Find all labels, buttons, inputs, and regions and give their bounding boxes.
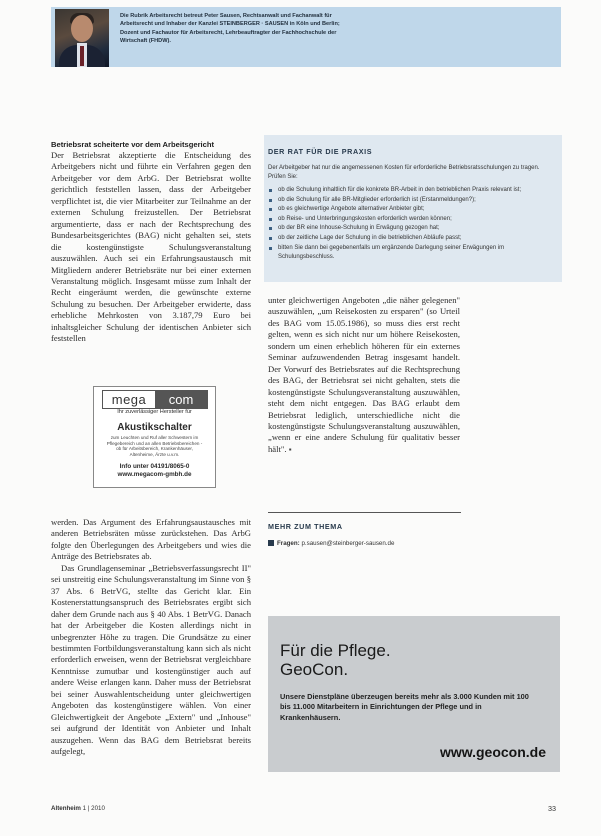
contact-row [268, 540, 394, 547]
list-item: ob es gleichwertige Angebote alternativer Anbieter gibt; [268, 205, 558, 215]
list-item: bitten Sie dann bei gegebenenfalls um ergänzende Darlegung seiner Erwägungen im Schulungsbeschluss. [268, 244, 558, 263]
arrow-icon [268, 540, 274, 546]
left-column-top [51, 139, 251, 345]
ad-description: zum Leuchten und Ruf aller Schwestern im Pflegebereich und an allen Betriebsbereichen - ob für Arbeitsbereich, Krankenhäuser, Altenheime, Ärzte u.v.m. [106, 435, 203, 457]
megacom-logo [102, 390, 208, 409]
contact-email-link[interactable]: p.sausen@steinberger-sausen.de [301, 540, 395, 547]
bullet-icon [269, 237, 272, 240]
body-paragraph: Das Grundlagenseminar „Betriebsverfassungsrecht II" sei unstreitig eine Schulungsveranstaltung im Sinne von § 37 Abs. 6 BetrVG, stellte das Gericht klar. Ein Kostenerstattungsanspruch des Betriebsrates ergibt sich daher dem Grunde nach aus § 40 Abs. 1 BetrVG. Danach hat der Arbeitgeber die Kosten allerdings nicht in unbegrenzter Höhe zu tragen. Die Grundsätze zu einer bestimmten Fortbildungsveranstaltung kann sich als nicht erforderlich erweisen, wenn der Betriebsrat vergleichbare Kenntnisse zumutbar und kostengünstiger auch auf andere Weise erlangen kann. Daher muss der Betriebsrat bei seiner Auswahlentscheidung unter gleichwertigen Angeboten das kostengünstigere wählen. Von einer Gleichwertigkeit der Angebote „Extern" und „Inhouse" sei aufgrund der Identität von Anbieter und Inhalt auszugehen. Wenn das BAG dem Betriebsrat bereits aufgelegt, [51, 562, 251, 757]
list-item: ob Reise- und Unterbringungskosten erforderlich werden können; [268, 215, 558, 225]
contact-label: Fragen: [277, 540, 300, 547]
practice-tip-title: DER RAT FÜR DIE PRAXIS [268, 147, 373, 156]
geocon-ad[interactable] [268, 616, 560, 772]
ad-phone: Info unter 04191/8065-0 [119, 463, 190, 470]
divider [268, 512, 461, 513]
list-item: ob die Schulung für alle BR-Mitglieder erforderlich ist (Erstanmeldungen?); [268, 196, 558, 206]
bullet-icon [269, 199, 272, 202]
body-paragraph: Der Betriebsrat akzeptierte die Entscheidung des Arbeitgebers nicht und führte ein Verfahren gegen den Arbeitgeber vor dem ArbG. Der Betriebsrat wollte gerichtlich feststellen lassen, dass der Arbeitgeber verpflichtet ist, die vier Mitarbeiter zur Teilnahme an der externen Schulung freizustellen. Der Betriebsrat argumentierte, dass er nach der Rechtsprechung des Bundesarbeitsgerichtes (BAG) nicht gehalten sei, stets die kostengünstigste Schulungsveranstaltung auszuwählen. Auch sei ein Erfahrungsaustausch mit Mitgliedern anderer Betriebsräte nur bei einer externen Veranstaltung möglich. Insgesamt müsse zum Inhalt der Recht eingeräumt werden, die gewünschte externe Schulung zu besuchen. Der Arbeitgeber erwiderte, dass erhebliche Mehrkosten von 3.187,79 Euro bei inhaltsgleicher Schulung der identischen Anbieter sich feststellen [51, 150, 251, 344]
bullet-icon [269, 218, 272, 221]
more-topic-title: MEHR ZUM THEMA [268, 522, 343, 531]
bullet-icon [269, 189, 272, 192]
body-paragraph: unter gleichwertigen Angeboten „die näher gelegenen" auszuwählen, „um Reisekosten zu ersparen" (so Urteil des BAG vom 15.05.1986), so muss dies erst recht gelten, wenn es sich nicht nur um höhere Reisekosten, sondern um einen erheblich höheren für ein externes Seminar aufzuwendenden Betrag insgesamt handelt. Der Vorwurf des Betriebsrates auf die Rechtsprechung des BAG, der Betriebsrat sei nicht gehalten, stets die kostengünstigste Schulungsveranstaltung auszuwählen, steht dem nicht entgegen. Das BAG erlaubt dem Betriebsrat lediglich, unterschiedliche nicht die kostengünstigste Schulungsveranstaltung auszuwählen, „wenn er eine andere Schulung für qualitativ besser hält". [268, 295, 460, 454]
practice-tip-intro: Der Arbeitgeber hat nur die angemessenen Kosten für erforderliche Betriebsratsschulungen zu tragen. Prüfen Sie: [268, 165, 540, 181]
magazine-name: Altenheim [51, 805, 81, 812]
end-mark-icon: ▪ [288, 444, 292, 454]
footer-magazine [51, 805, 105, 812]
logo-left-text: mega [111, 392, 147, 407]
geocon-body: Unsere Dienstpläne überzeugen bereits mehr als 3.000 Kunden mit 100 bis 11.000 Mitarbeitern in Einrichtungen der Pflege und in Krankenhäusern. [280, 692, 529, 722]
list-item: ob der zeitliche Lage der Schulung in die betrieblichen Abläufe passt; [268, 234, 558, 244]
bullet-icon [269, 247, 272, 250]
right-column-text [268, 295, 460, 455]
list-item: ob der BR eine Inhouse-Schulung in Erwägung gezogen hat; [268, 224, 558, 234]
issue-number: 1 | 2010 [82, 805, 105, 812]
logo-right-text: com [155, 391, 207, 408]
bullet-icon [269, 227, 272, 230]
ad-product: Akustikschalter [117, 422, 192, 433]
author-photo [55, 9, 109, 67]
geocon-brand: GeoCon. [280, 660, 349, 679]
bullet-icon [269, 208, 272, 211]
section-heading: Betriebsrat scheiterte vor dem Arbeitsgericht [51, 140, 215, 149]
geocon-headline: Für die Pflege. [280, 641, 391, 660]
left-column-bottom [51, 517, 251, 758]
author-bio: Die Rubrik Arbeitsrecht betreut Peter Sausen, Rechtsanwalt und Fachanwalt für Arbeitsrecht und Inhaber der Kanzlei STEINBERGER · SAUSEN in Köln und Berlin; Dozent und Fachautor für Arbeitsrecht, Lehrbeauftragter der Fachhochschule der Wirtschaft (FHDW). [120, 13, 340, 45]
ad-tagline: Ihr zuverlässiger Hersteller für [117, 409, 192, 415]
list-item: ob die Schulung inhaltlich für die konkrete BR-Arbeit in den betrieblichen Praxis relevant ist; [268, 186, 558, 196]
ad-website-link[interactable]: www.megacom-gmbh.de [117, 471, 192, 478]
body-paragraph: werden. Das Argument des Erfahrungsaustausches mit anderen Betriebsräten müsse zurückstehen. Das ArbG folgte den Überlegungen des Arbeitgebers und wies die Anträge des Betriebsrates ab. [51, 517, 251, 562]
page-number: 33 [548, 804, 556, 813]
megacom-ad[interactable] [93, 386, 216, 488]
geocon-website-link[interactable]: www.geocon.de [439, 744, 546, 760]
practice-tip-list [268, 186, 558, 263]
